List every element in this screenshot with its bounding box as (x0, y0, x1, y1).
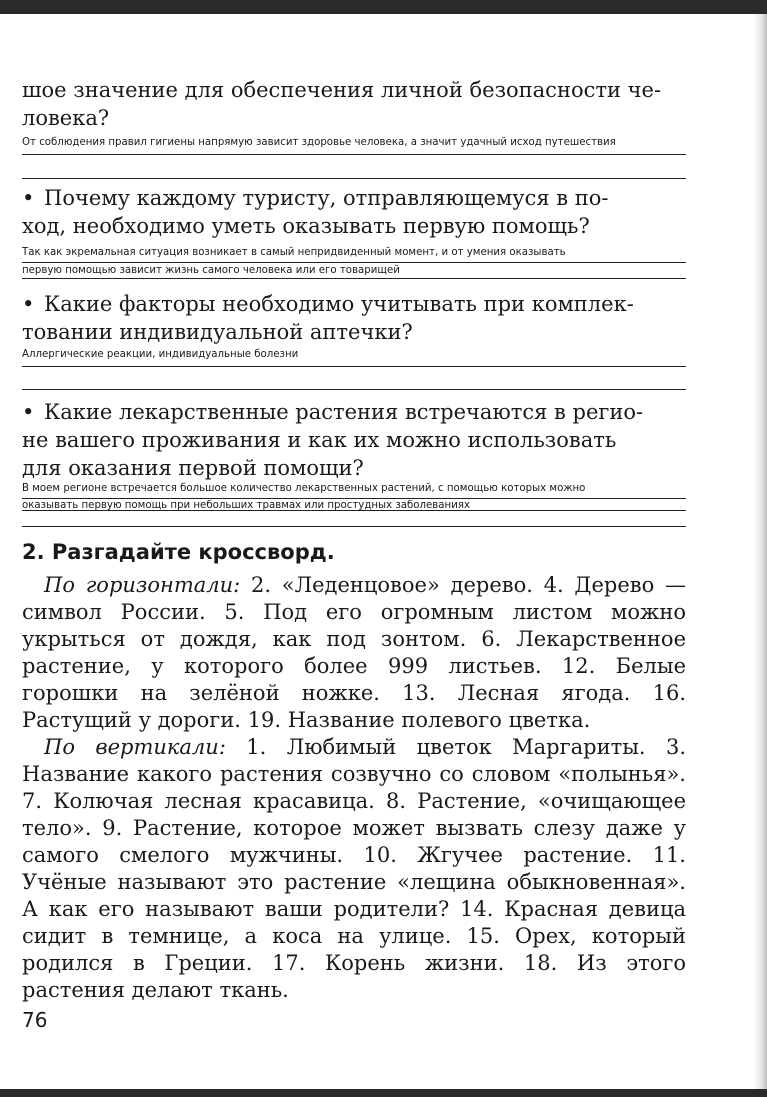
bullet-icon: • (22, 400, 35, 424)
question-2 (22, 184, 686, 240)
task-2 (22, 538, 686, 1004)
answer-1-blank-line (22, 160, 686, 179)
horizontal-clues: 2. «Леденцовое» дерево. 4. Дерево — символ России. 5. Под его огромным листом можно укрыться от дождя, как под зонтом. 6. Лекарственное растение, у которого более 999 листьев. 12. Белые горошки на зелёной ножке. 13. Лесная ягода. 16. Растущий у дороги. 19. Название полевого цветка. (22, 573, 686, 732)
question-2-line-2: ход, необходимо уметь оказывать первую помощь? (22, 214, 590, 238)
question-4-line-1: • Какие лекарственные растения встречаются в регио- (22, 400, 644, 424)
answer-2-line-2: первую помощью зависит жизнь самого человека или его товарищей (22, 264, 686, 279)
question-1-line-1: шое значение для обеспечения личной безопасности че- (22, 78, 662, 102)
scan-bottom-edge (0, 1089, 767, 1097)
crossword-horizontal (22, 572, 686, 734)
answer-1: От соблюдения правил гигиены напрямую зависит здоровье человека, а значит удачный исход путешествия (22, 136, 686, 155)
question-3-line-1: • Какие факторы необходимо учитывать при комплек- (22, 292, 634, 316)
question-1-line-2: ловека? (22, 106, 110, 130)
task-2-title: 2. Разгадайте кроссворд. (22, 540, 335, 564)
question-4 (22, 398, 686, 482)
crossword-vertical (22, 734, 686, 1004)
answer-4-line-1: В моем регионе встречается большое количество лекарственных растений, с помощью которых можно (22, 482, 686, 499)
bullet-icon: • (22, 186, 35, 210)
question-4-line-2: не вашего проживания и как их можно использовать (22, 428, 617, 452)
question-3 (22, 290, 686, 346)
answer-4-line-2: оказывать первую помощь при небольших травмах или простудных заболеваниях (22, 500, 686, 511)
vertical-clues: 1. Любимый цветок Маргариты. 3. Название какого растения созвучно со словом «полынья». 7. Колючая лесная красавица. 8. Растение, «очищающее тело». 9. Растение, которое может вызвать слезу даже у самого смелого мужчины. 10. Жгучее растение. 11. Учёные называют это растение «лещина обыкновенная». А как его называют ваши родители? 14. Красная девица сидит в темнице, а коса на улице. 15. Орех, который родился в Греции. 17. Корень жизни. 18. Из этого растения делают ткань. (22, 735, 687, 1002)
question-3-line-2: товании индивидуальной аптечки? (22, 320, 413, 344)
horizontal-label: По горизонтали: (44, 573, 241, 597)
question-1 (22, 76, 686, 132)
page-number: 76 (22, 1008, 48, 1032)
answer-3: Аллергические реакции, индивидуальные болезни (22, 348, 686, 367)
scan-right-edge (753, 14, 767, 1089)
scan-top-edge (0, 0, 767, 14)
bullet-icon: • (22, 292, 35, 316)
question-2-line-1: • Почему каждому туристу, отправляющемуся в по- (22, 186, 609, 210)
answer-3-blank-line (22, 372, 686, 390)
answer-2-line-1: Так как экремальная ситуация возникает в самый непридвиденный момент, и от умения оказывать (22, 246, 686, 263)
vertical-label: По вертикали: (44, 735, 226, 759)
answer-4-blank-line (22, 512, 686, 527)
question-4-line-3: для оказания первой помощи? (22, 456, 364, 480)
